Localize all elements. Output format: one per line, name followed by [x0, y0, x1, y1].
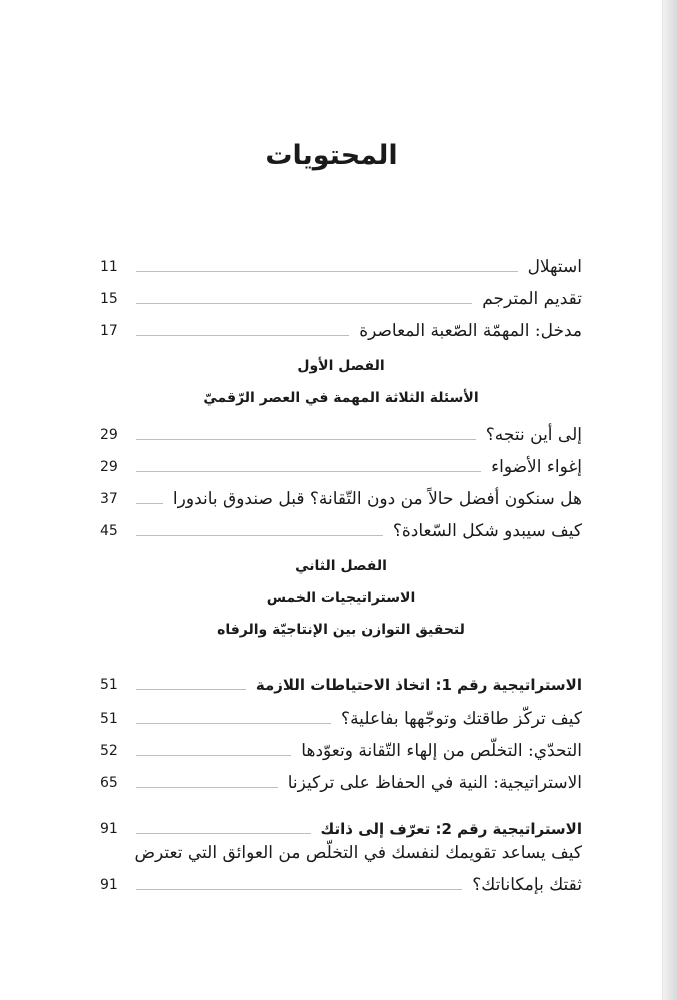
toc-entry-preface[interactable]	[100, 250, 582, 278]
entry-page-number: 17	[100, 323, 118, 339]
entry-title: استهلال	[527, 257, 582, 277]
dot-leader	[136, 688, 246, 690]
toc-entry-line[interactable]: كيف يساعد تقويمك لنفسك في التخلّص من العوائق التي تعترض	[134, 843, 582, 863]
dot-leader	[136, 534, 383, 536]
entry-title: كيف تركّز طاقتك وتوجّهها بفاعلية؟	[341, 709, 582, 729]
chapter-2-label: الفصل الثاني	[295, 558, 387, 574]
toc-entry-introduction[interactable]	[100, 314, 582, 342]
dot-leader	[136, 302, 472, 304]
entry-page-number: 11	[100, 259, 118, 275]
entry-page-number: 37	[100, 491, 118, 507]
entry-title: الاستراتيجية رقم 1: اتخاذ الاحتياطات اللازمة	[255, 676, 582, 694]
chapter-1-label: الفصل الأول	[297, 358, 385, 374]
dot-leader	[136, 832, 311, 834]
dot-leader	[136, 888, 462, 890]
entry-title: تقديم المترجم	[482, 289, 582, 309]
dot-leader	[136, 334, 349, 336]
entry-title: التحدّي: التخلّص من إلهاء التّقانة وتعوّدها	[301, 741, 582, 761]
toc-entry-strategy-2[interactable]	[100, 812, 582, 840]
dot-leader	[136, 786, 278, 788]
entry-title: هل سنكون أفضل حالاً من دون التّقانة؟ قبل صندوق باندورا	[172, 489, 582, 509]
chapter-2-title: الاستراتيجيات الخمس	[266, 590, 416, 606]
entry-title: إغواء الأضواء	[491, 457, 582, 477]
toc-entry-translator-intro[interactable]	[100, 282, 582, 310]
entry-title: إلى أين نتجه؟	[485, 425, 582, 445]
toc-entry[interactable]	[100, 868, 582, 896]
entry-title: كيف سيبدو شكل السّعادة؟	[392, 521, 582, 541]
toc-entry[interactable]	[100, 702, 582, 730]
dot-leader	[136, 502, 163, 504]
toc-entry[interactable]	[100, 514, 582, 542]
entry-page-number: 15	[100, 291, 118, 307]
entry-page-number: 91	[100, 877, 118, 893]
entry-page-number: 51	[100, 677, 118, 693]
toc-entry[interactable]	[100, 482, 582, 510]
chapter-2-subtitle: لتحقيق التوازن بين الإنتاجيّة والرفاه	[217, 622, 465, 638]
entry-page-number: 91	[100, 821, 118, 837]
entry-page-number: 65	[100, 775, 118, 791]
page-edge	[662, 0, 677, 1000]
entry-page-number: 45	[100, 523, 118, 539]
entry-page-number: 51	[100, 711, 118, 727]
toc-entry[interactable]	[100, 734, 582, 762]
entry-title: الاستراتيجية: النية في الحفاظ على تركيزنا	[287, 773, 582, 793]
toc-entry[interactable]	[100, 766, 582, 794]
dot-leader	[136, 754, 291, 756]
dot-leader	[136, 470, 481, 472]
toc-entry[interactable]	[100, 418, 582, 446]
page-title: المحتويات	[265, 140, 398, 171]
dot-leader	[136, 270, 518, 272]
entry-page-number: 29	[100, 459, 118, 475]
entry-page-number: 29	[100, 427, 118, 443]
entry-title: مدخل: المهمّة الصّعبة المعاصرة	[359, 321, 582, 341]
toc-entry-strategy-1[interactable]	[100, 668, 582, 696]
entry-title: الاستراتيجية رقم 2: تعرّف إلى ذاتك	[320, 820, 582, 838]
entry-page-number: 52	[100, 743, 118, 759]
dot-leader	[136, 722, 331, 724]
entry-title: ثقتك بإمكاناتك؟	[472, 875, 582, 895]
toc-entry[interactable]	[100, 450, 582, 478]
table-of-contents	[100, 0, 582, 1000]
chapter-1-title: الأسئلة الثلاثة المهمة في العصر الرّقميّ	[203, 390, 479, 406]
dot-leader	[136, 438, 476, 440]
